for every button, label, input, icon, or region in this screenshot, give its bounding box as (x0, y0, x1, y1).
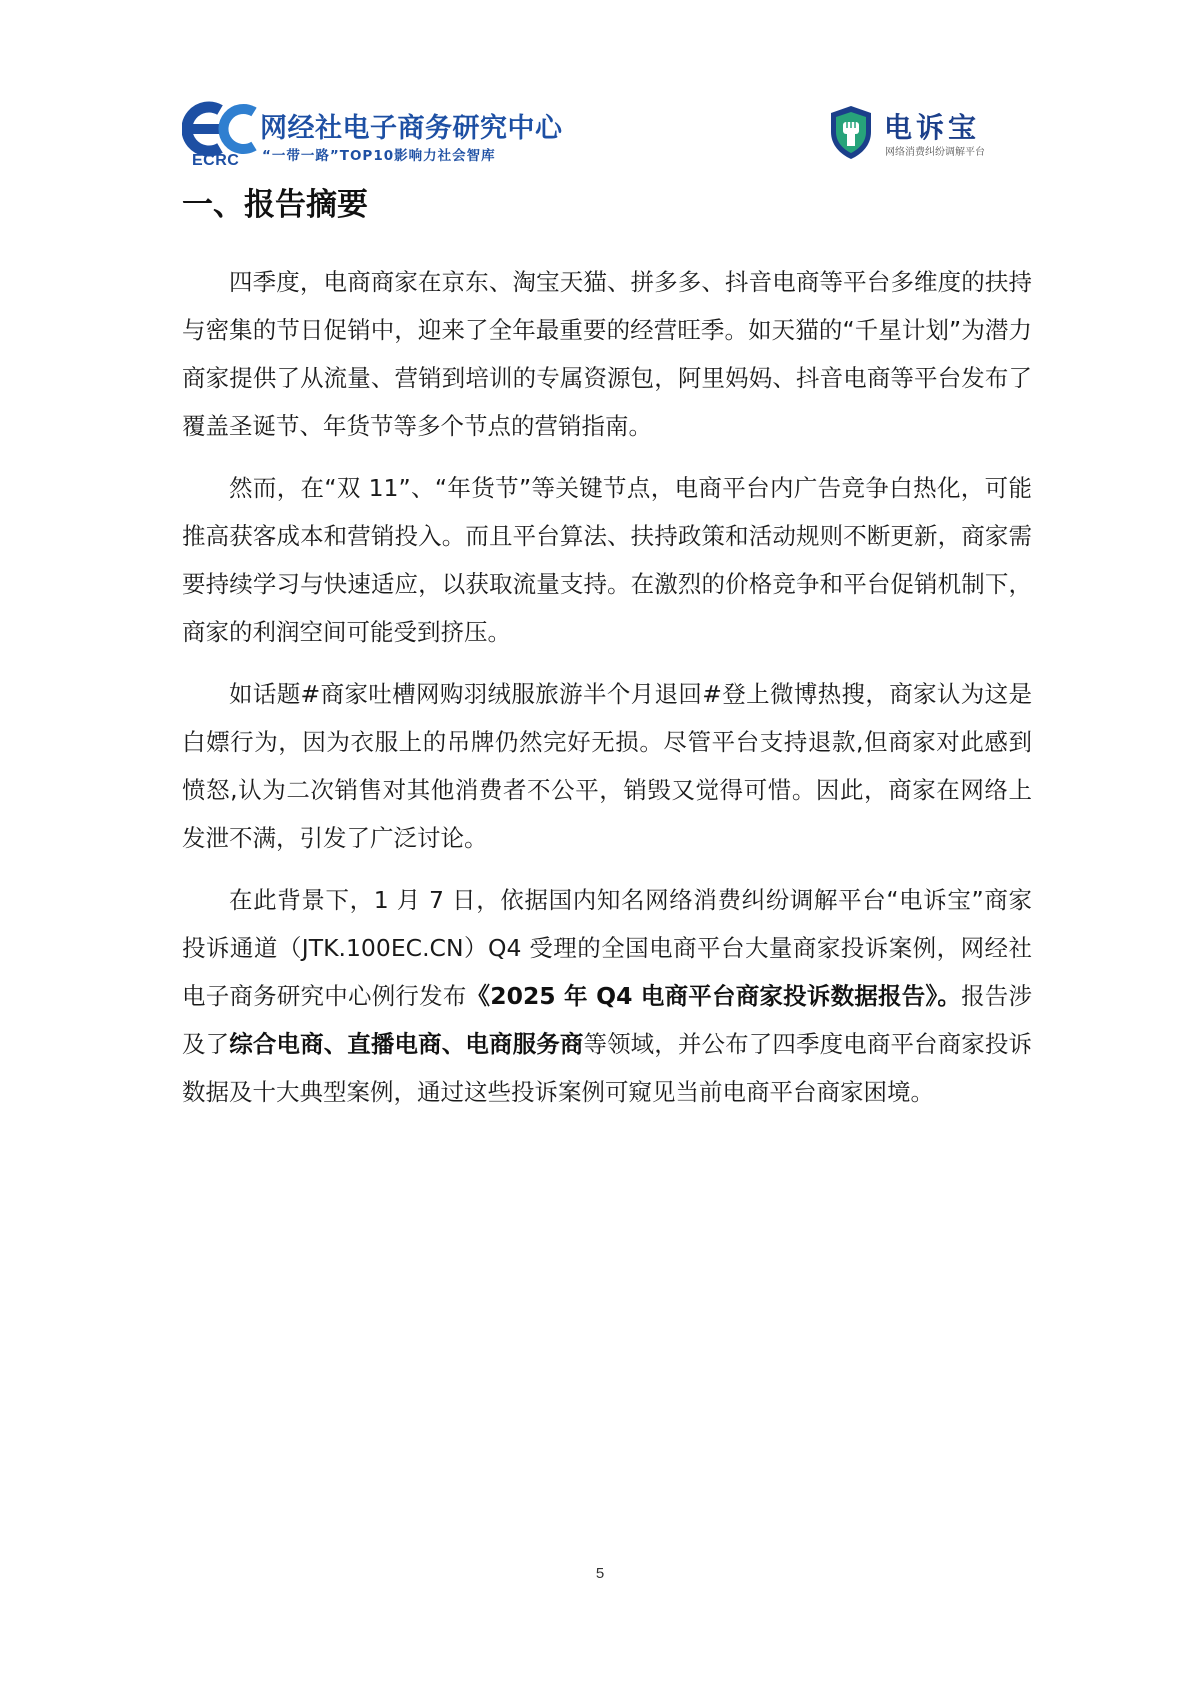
dianshubao-name: 电诉宝 (884, 111, 981, 144)
section-title: 一、报告摘要 (182, 187, 368, 223)
shield-fist-icon (828, 104, 874, 160)
paragraph-4-text-a: 在此背景下，1 月 7 日，依据国内知名网络消费纠纷调解平台“电诉宝”商家投诉通道（JTK.100EC.CN）Q4 受理的全国电商平台大量商家投诉案例，网经社电子商务研究中心例行发布 (182, 886, 1032, 1010)
paragraph-3: 如话题#商家吐槽网购羽绒服旅游半个月退回#登上微博热搜，商家认为这是白嫖行为，因为衣服上的吊牌仍然完好无损。尽管平台支持退款,但商家对此感到愤怒,认为二次销售对其他消费者不公平，销毁又觉得可惜。因此，商家在网络上发泄不满，引发了广泛讨论。 (182, 680, 1032, 852)
paragraph-2: 然而，在“双 11”、“年货节”等关键节点，电商平台内广告竞争白热化，可能推高获客成本和营销投入。而且平台算法、扶持政策和活动规则不断更新，商家需要持续学习与快速适应，以获取流量支持。在激烈的价格竞争和平台促销机制下，商家的利润空间可能受到挤压。 (182, 474, 1032, 646)
paragraph-4 (182, 876, 1032, 1116)
paragraph-1: 四季度，电商商家在京东、淘宝天猫、拼多多、抖音电商等平台多维度的扶持与密集的节日促销中，迎来了全年最重要的经营旺季。如天猫的“千星计划”为潜力商家提供了从流量、营销到培训的专属资源包，阿里妈妈、抖音电商等平台发布了覆盖圣诞节、年货节等多个节点的营销指南。 (182, 268, 1032, 440)
paragraph-4-text-c: 等领域，并公布了四季度电商平台商家投诉数据及十大典型案例，通过这些投诉案例可窥见当前电商平台商家困境。 (182, 1030, 1033, 1106)
report-title-emphasis: 《2025 年 Q4 电商平台商家投诉数据报告》。 (466, 982, 962, 1010)
ecrc-short-name: ECRC (192, 152, 240, 169)
paragraph-4-text-b: 报告涉及了 (182, 982, 1033, 1058)
ecrc-org-name: 网经社电子商务研究中心 (260, 113, 563, 144)
report-summary-section (182, 178, 1032, 1116)
ecrc-logo (182, 100, 582, 175)
ecrc-tagline: “一带一路”TOP10影响力社会智库 (262, 148, 496, 164)
dianshubao-tagline: 网络消费纠纷调解平台 (885, 147, 985, 158)
page-header (0, 0, 1200, 175)
domains-emphasis: 综合电商、直播电商、电商服务商 (229, 1030, 584, 1058)
page-number: 5 (595, 1565, 605, 1582)
dianshubao-logo (828, 104, 1028, 164)
